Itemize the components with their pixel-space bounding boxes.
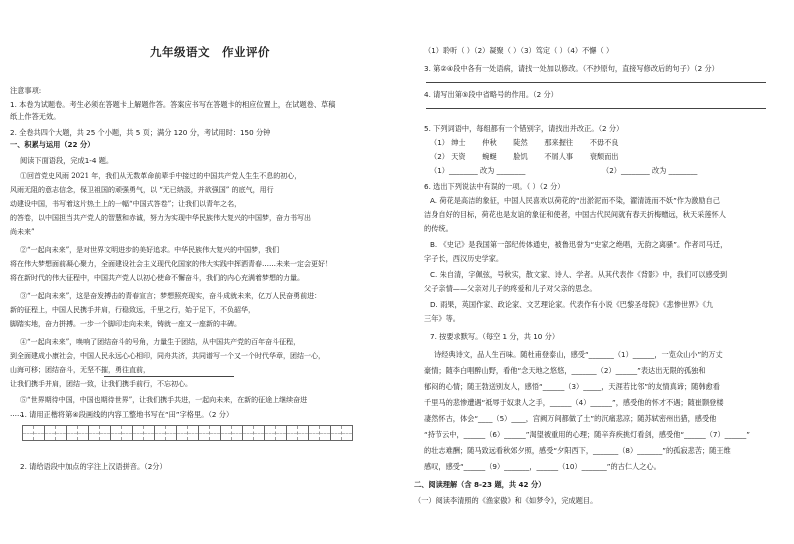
passage-p3-line1: ③“一起向未来”，这是奋发搏击的青春宣言；梦想照亮现实，奋斗成就未来，亿万人民奋勇前进： — [20, 292, 322, 300]
q6-option-c-line2: 父子亲情——父亲对儿子的疼爱和儿子对父亲的思念。 — [424, 284, 597, 293]
question-2: 2. 请给语段中加点的字注上汉语拼音。（2分） — [20, 462, 167, 471]
passage-p2-line1: ②“一起向未来”，是对世界文明进步的美好追求。中华民族伟大复兴的中国梦，我们 — [20, 246, 280, 254]
q7-line-7: 的壮志难酬；随马致远看秋郊夕照，感受“夕阳西下，_______（8）_______”的孤寂悲苦；随王维 — [424, 446, 731, 455]
right-column — [410, 0, 790, 544]
q5-blank-1[interactable]: （1）________ 改为 ________ — [430, 166, 526, 175]
section-2-heading: 二、阅读理解（含 8-23 题，共 42 分） — [414, 480, 546, 489]
q6-option-a-line3: 的传统。 — [424, 224, 453, 233]
left-column — [8, 0, 394, 544]
question-1: 1. 请用正楷将第④段画线的内容工整地书写在“田”字格里。（2 分） — [20, 410, 234, 419]
note-2: 2. 全卷共四个大题，共 25 个小题，共 5 页；满分 120 分，考试用时：150 分钟 — [10, 128, 271, 137]
reading-intro: 阅读下面语段，完成1-4 题。 — [20, 156, 114, 165]
q5-blank-2[interactable]: （2）________ 改为 ________ — [602, 166, 698, 175]
note-1-cont: 纸上作答无效。 — [10, 112, 61, 121]
q7-line-1: 诗经典诗文，品人生百味。随杜甫登泰山，感受“_______（1）______，一览众山小”的万丈 — [434, 350, 723, 359]
q7-line-4: 千里马的悲惨遭遇“祗辱于奴隶人之手，______（4）______”，感受他的怀才不遇；随崔颢登楼 — [424, 398, 724, 407]
q7-line-8: 感叹，感受“______（9）_______，______（10）_______”的古仁人之心。 — [424, 462, 661, 471]
passage-p5-line2: …… — [10, 410, 24, 418]
passage-p4-line2: 到全面建成小康社会，中国人民永远心心相印，同舟共济，共同谱写一个又一个时代华章，团结一心， — [10, 352, 325, 360]
passage-p1-line1: ①回首党史风雨 2021 年，我们从无数革命前辈手中接过的中国共产党人生生不息的初心， — [20, 172, 302, 180]
passage-p1-line3: 动建设中国，书写着这片热土上的一幅“中国式答卷”；让我们以青年之名， — [10, 200, 242, 208]
question-6: 6. 选出下列说法中有误的一项。（ ）（2 分） — [424, 182, 565, 191]
section-1-heading: 一、积累与运用（22 分） — [10, 140, 95, 149]
passage-p2-line2: 将在伟大梦想面前凝心聚力，全面建设社会主义现代化国家的伟大实践中挥洒青春……未来一定会更好！ — [10, 260, 332, 268]
notes-header: 注意事项: — [10, 86, 42, 95]
passage-p4-line4: 让我们携手并肩，团结一致，让我们携手前行，不忘初心。 — [10, 380, 192, 388]
q6-option-c-line1: C. 朱自清，字佩弦，号秋实，散文家、诗人、学者。从其代表作《背影》中，我们可以感受到 — [430, 270, 728, 279]
q6-option-d-line2: 三年》等。 — [424, 314, 460, 323]
passage-p4-line1: ④“一起向未来”，唤响了团结奋斗的号角，力量生于团结，从中国共产党的百年奋斗征程， — [20, 338, 301, 346]
tianzige-writing-grid[interactable] — [22, 425, 353, 441]
passage-p1-line2: 风雨无阻的意志信念，保卫祖国的顽强勇气，以 “无已纳汲，并欲强国” 的底气，用行 — [10, 186, 274, 194]
section-2-subheading: （一）阅读李清照的《渔家傲》和《如梦令》，完成题目。 — [414, 496, 598, 505]
q5-row-2: （2） 天资 蜿蜒 脸饥 不屑人事 衰颓而出 — [430, 152, 619, 161]
question-3: 3. 第②④段中各有一处语病，请找一处加以修改。（不抄原句，直接写修改后的句子）（2 分） — [424, 64, 719, 73]
question-5: 5. 下列词语中，每组都有一个错别字，请找出并改正。（2 分） — [424, 124, 624, 133]
passage-p1-line5: 尚未来” — [10, 228, 35, 236]
pinyin-items: （1）聆听（ ）（2）凝聚（ ）（3）笃定（ ）（4）不懈（ ） — [424, 46, 614, 55]
passage-p5-line1: ⑤“世界期待中国，中国也期待世界”，让我们携手共进，一起向未来，在新的征途上继续奋进 — [20, 396, 308, 404]
underline-mark — [104, 376, 234, 377]
passage-p1-line4: 的答卷，以中国担当共产党人的智慧和赤诚，努力为实现中华民族伟大复兴的中国梦，奋力书写出 — [10, 214, 311, 222]
q7-line-5: 凄然怀古，体会“____（5）____，宫阙万间都做了土”的沉痛悲凉；随苏轼密州出猎，感受他 — [424, 414, 717, 423]
note-1: 1. 本卷为试题卷。考生必须在答题卡上解题作答。答案应书写在答题卡的相应位置上，在试题卷、草稿 — [10, 100, 336, 109]
q6-option-b-line2: 字子长，西汉历史学家。 — [424, 254, 504, 263]
passage-p3-line3: 脚踏实地，奋力拼搏。一步一个脚印走向未来，铸就一座又一座新的丰碑。 — [10, 320, 241, 328]
q6-option-d-line1: D. 雨果，英国作家、政论家、文艺理论家。代表作有小说《巴黎圣母院》《悲惨世界》《九 — [430, 300, 714, 309]
q7-line-6: “持节云中，______（6）______”渴望被重用的心理；随辛弃疾挑灯看剑，感受他“______（7）______” — [424, 430, 750, 439]
q5-row-1: （1） 绅士 仲秋 陡然 那来握往 不毋不良 — [430, 138, 619, 147]
passage-p3-line2: 新的征程上，中国人民携手并肩，行稳致远，千里之行，始于足下，不负韶华， — [10, 306, 255, 314]
answer-line-q4[interactable] — [426, 108, 766, 109]
document-title: 九年级语文 作业评价 — [150, 45, 270, 59]
passage-p2-line3: 将在新时代的伟大征程中，中国共产党人以初心使命不懈奋斗，我们的内心充满着梦想的力量。 — [10, 274, 304, 282]
q6-option-b-line1: B. 《史记》是我国第一部纪传体通史，被鲁迅誉为“史家之绝唱，无韵之离骚”。作者司马迁， — [430, 240, 728, 249]
q6-option-a-line2: 洁身自好的目标，荷花也是友谊的象征和使者，中国古代民间就有春天折梅赠远，秋天采莲怀人 — [424, 210, 726, 219]
q7-line-3: 郁闷的心情；随王勃送别友人，感悟“______（3）_____，天涯若比邻”的友情真谛；随韩愈看 — [424, 382, 720, 391]
q7-line-2: 豪情；随李白唱醉山野，看他“念天地之悠悠，_______（2）______”表达出无限的孤独和 — [424, 366, 706, 375]
question-7: 7. 按要求默写。（每空 1 分，共 10 分） — [430, 332, 560, 341]
question-4: 4. 请写出第⑤段中省略号的作用。（2 分） — [424, 90, 558, 99]
answer-line-q3[interactable] — [426, 82, 766, 83]
q6-option-a-line1: A. 荷花是高洁的象征，中国人民喜欢以荷花的“出淤泥而不染，濯清涟而不妖”作为激励自己 — [430, 196, 720, 205]
passage-p4-line3: 山海可移；团结奋斗，无坚不摧，勇往直前， — [10, 366, 150, 374]
